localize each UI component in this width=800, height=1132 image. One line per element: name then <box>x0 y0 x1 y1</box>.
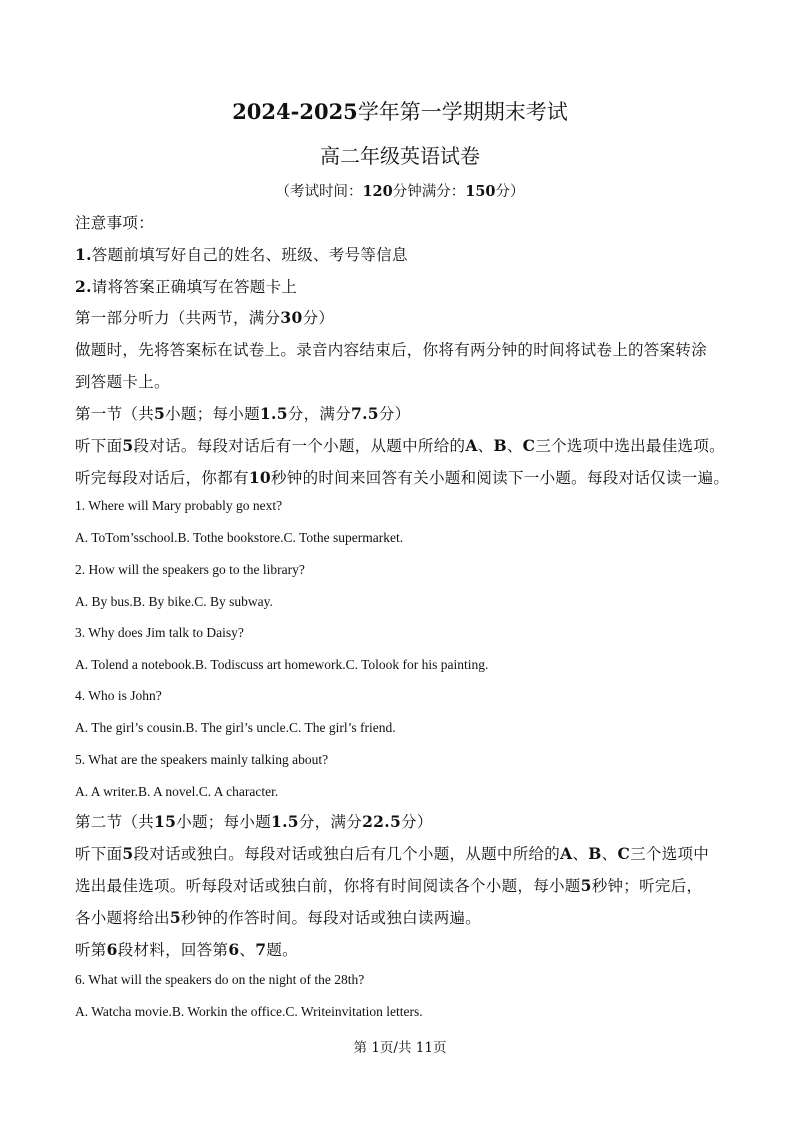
question-1: 1. Where will Mary probably go next? <box>75 498 283 513</box>
question-4-options: A. The girl’s cousin.B. The girl’s uncle.C. The girl’s friend. <box>75 720 396 735</box>
question-5-options: A. A writer.B. A novel.C. A character. <box>75 784 279 799</box>
question-2-options: A. By bus.B. By bike.C. By subway. <box>75 594 273 609</box>
question-3: 3. Why does Jim talk to Daisy? <box>75 625 244 640</box>
section2-instruction-line-3: 各小题将给出5秒钟的作答时间。每段对话或独白读两遍。 <box>75 908 482 927</box>
material-6-heading: 听第6段材料，回答第6、7题。 <box>75 940 298 959</box>
question-3-options: A. Tolend a notebook.B. Todiscuss art homework.C. Tolook for his painting. <box>75 657 489 672</box>
page-footer: 第 1页/共 11页 <box>353 1040 447 1056</box>
exam-subtitle: 高二年级英语试卷 <box>320 144 480 168</box>
section1-instruction-line-1: 听下面5段对话。每段对话后有一个小题，从题中所给的A、B、C三个选项中选出最佳选项。 <box>75 436 725 455</box>
question-6-options: A. Watcha movie.B. Workin the office.C. Writeinvitation letters. <box>75 1004 423 1019</box>
notes-item-1: 1.答题前填写好自己的姓名、班级、考号等信息 <box>75 245 408 264</box>
question-2: 2. How will the speakers go to the library? <box>75 562 305 577</box>
part1-instruction-line-1: 做题时，先将答案标在试卷上。录音内容结束后，你将有两分钟的时间将试卷上的答案转涂 <box>75 341 708 359</box>
question-1-options: A. ToTom’sschool.B. Tothe bookstore.C. Tothe supermarket. <box>75 530 404 545</box>
part1-instruction-line-2: 到答题卡上。 <box>75 373 170 391</box>
notes-heading: 注意事项： <box>75 214 155 232</box>
section1-instruction-line-2: 听完每段对话后，你都有10秒钟的时间来回答有关小题和阅读下一小题。每段对话仅读一遍。 <box>75 468 730 487</box>
exam-title: 2024-2025学年第一学期期末考试 <box>232 99 568 124</box>
section2-heading: 第二节（共15小题；每小题1.5分，满分22.5分） <box>75 812 433 831</box>
section2-instruction-line-1: 听下面5段对话或独白。每段对话或独白后有几个小题，从题中所给的A、B、C三个选项中 <box>75 844 710 863</box>
notes-item-2: 2.请将答案正确填写在答题卡上 <box>75 277 298 296</box>
section1-heading: 第一节（共5小题；每小题1.5分，满分7.5分） <box>75 404 411 423</box>
section2-instruction-line-2: 选出最佳选项。听每段对话或独白前，你将有时间阅读各个小题，每小题5秒钟；听完后， <box>75 876 703 895</box>
part1-heading: 第一部分听力（共两节，满分30分） <box>75 308 335 327</box>
exam-time-info: （考试时间：120分钟满分：150分） <box>275 183 525 200</box>
question-6: 6. What will the speakers do on the night of the 28th? <box>75 972 365 987</box>
question-4: 4. Who is John? <box>75 688 162 703</box>
question-5: 5. What are the speakers mainly talking about? <box>75 752 329 767</box>
